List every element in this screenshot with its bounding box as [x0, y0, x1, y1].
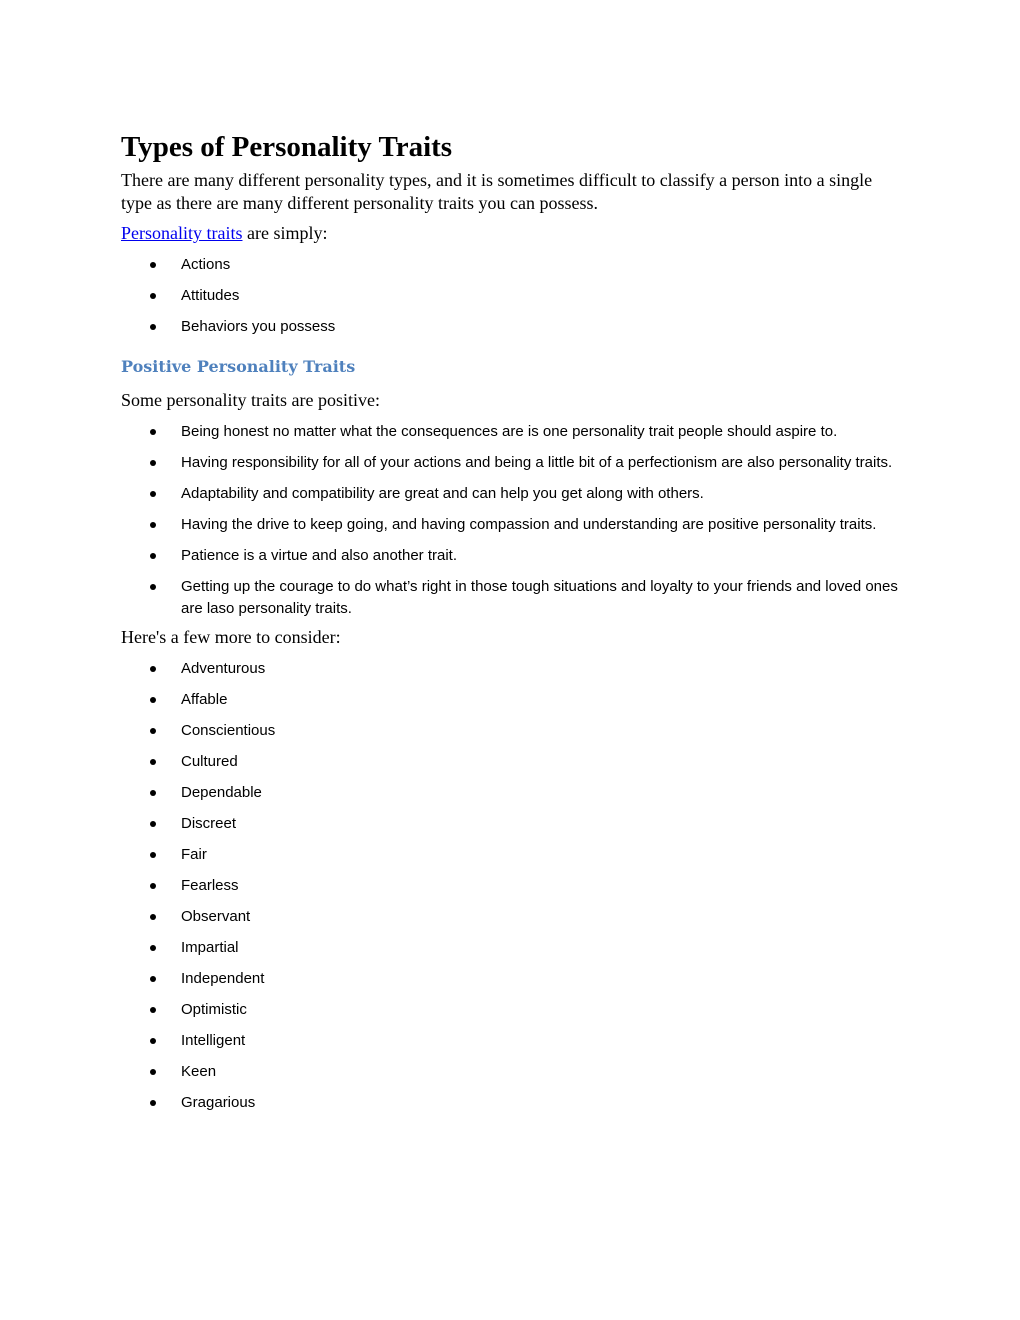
bullet-icon	[150, 324, 156, 330]
list-item	[121, 875, 901, 897]
bullet-icon	[150, 553, 156, 559]
list-item	[121, 782, 901, 804]
list-item-text: Observant	[181, 908, 251, 925]
list-item	[121, 1030, 901, 1052]
simply-text: are simply:	[242, 223, 328, 243]
bullet-icon	[150, 945, 156, 951]
bullet-icon	[150, 697, 156, 703]
bullet-icon	[150, 976, 156, 982]
list-item-text: Discreet	[181, 815, 237, 832]
list-item	[121, 576, 901, 620]
list-item-text: Having responsibility for all of your actions and being a little bit of a perfectionism are also personality traits.	[181, 454, 893, 471]
list-item-text: Dependable	[181, 784, 262, 801]
list-item-text: Adaptability and compatibility are great and can help you get along with others.	[181, 485, 704, 502]
list-item	[121, 316, 901, 338]
bullet-icon	[150, 821, 156, 827]
list-item	[121, 1092, 901, 1114]
list-item	[121, 751, 901, 773]
bullet-icon	[150, 1100, 156, 1106]
list-item	[121, 937, 901, 959]
bullet-icon	[150, 1038, 156, 1044]
more-traits-list	[121, 658, 901, 1114]
list-item	[121, 999, 901, 1021]
bullet-icon	[150, 790, 156, 796]
list-item	[121, 483, 901, 505]
list-item	[121, 689, 901, 711]
bullet-icon	[150, 852, 156, 858]
list-item-text: Independent	[181, 970, 265, 987]
bullet-icon	[150, 429, 156, 435]
list-item-text: Impartial	[181, 939, 239, 956]
list-item	[121, 813, 901, 835]
bullet-icon	[150, 883, 156, 889]
list-item-text: Affable	[181, 691, 228, 708]
list-item	[121, 658, 901, 680]
list-item-text: Conscientious	[181, 722, 276, 739]
document-content	[121, 126, 901, 1114]
bullet-icon	[150, 262, 156, 268]
list-item	[121, 514, 901, 536]
bullet-icon	[150, 728, 156, 734]
list-item-text: Fair	[181, 846, 207, 863]
list-item	[121, 285, 901, 307]
list-item	[121, 545, 901, 567]
list-item	[121, 720, 901, 742]
more-lead: Here's a few more to consider:	[121, 627, 341, 647]
list-item-text: Fearless	[181, 877, 239, 894]
simply-paragraph	[121, 222, 901, 245]
list-item-text: Optimistic	[181, 1001, 247, 1018]
list-item	[121, 452, 901, 474]
list-item-text: Keen	[181, 1063, 217, 1080]
bullet-icon	[150, 522, 156, 528]
list-item-text: Attitudes	[181, 287, 240, 304]
list-item	[121, 1061, 901, 1083]
intro-paragraph: There are many different personality types, and it is sometimes difficult to classify a person into a single type as there are many different personality traits you can possess.	[121, 170, 873, 213]
basic-traits-list	[121, 254, 901, 338]
list-item-text: Adventurous	[181, 660, 266, 677]
list-item-text: Getting up the courage to do what’s right in those tough situations and loyalty to your friends and loved ones are laso personality traits.	[181, 578, 898, 617]
positive-traits-heading: Positive Personality Traits	[121, 357, 356, 376]
list-item	[121, 254, 901, 276]
list-item-text: Having the drive to keep going, and having compassion and understanding are positive personality traits.	[181, 516, 877, 533]
list-item-text: Being honest no matter what the consequences are is one personality trait people should aspire to.	[181, 423, 838, 440]
personality-traits-link[interactable]: Personality traits	[121, 223, 243, 243]
bullet-icon	[150, 1069, 156, 1075]
bullet-icon	[150, 460, 156, 466]
positive-traits-list	[121, 421, 901, 620]
bullet-icon	[150, 914, 156, 920]
list-item	[121, 906, 901, 928]
bullet-icon	[150, 1007, 156, 1013]
bullet-icon	[150, 584, 156, 590]
list-item-text: Cultured	[181, 753, 238, 770]
page-title: Types of Personality Traits	[121, 131, 453, 163]
list-item-text: Gragarious	[181, 1094, 256, 1111]
list-item-text: Behaviors you possess	[181, 318, 336, 335]
list-item	[121, 968, 901, 990]
list-item-text: Patience is a virtue and also another trait.	[181, 547, 457, 564]
bullet-icon	[150, 491, 156, 497]
bullet-icon	[150, 666, 156, 672]
positive-lead: Some personality traits are positive:	[121, 390, 380, 410]
list-item-text: Actions	[181, 256, 231, 273]
list-item-text: Intelligent	[181, 1032, 246, 1049]
bullet-icon	[150, 759, 156, 765]
list-item	[121, 844, 901, 866]
list-item	[121, 421, 901, 443]
bullet-icon	[150, 293, 156, 299]
